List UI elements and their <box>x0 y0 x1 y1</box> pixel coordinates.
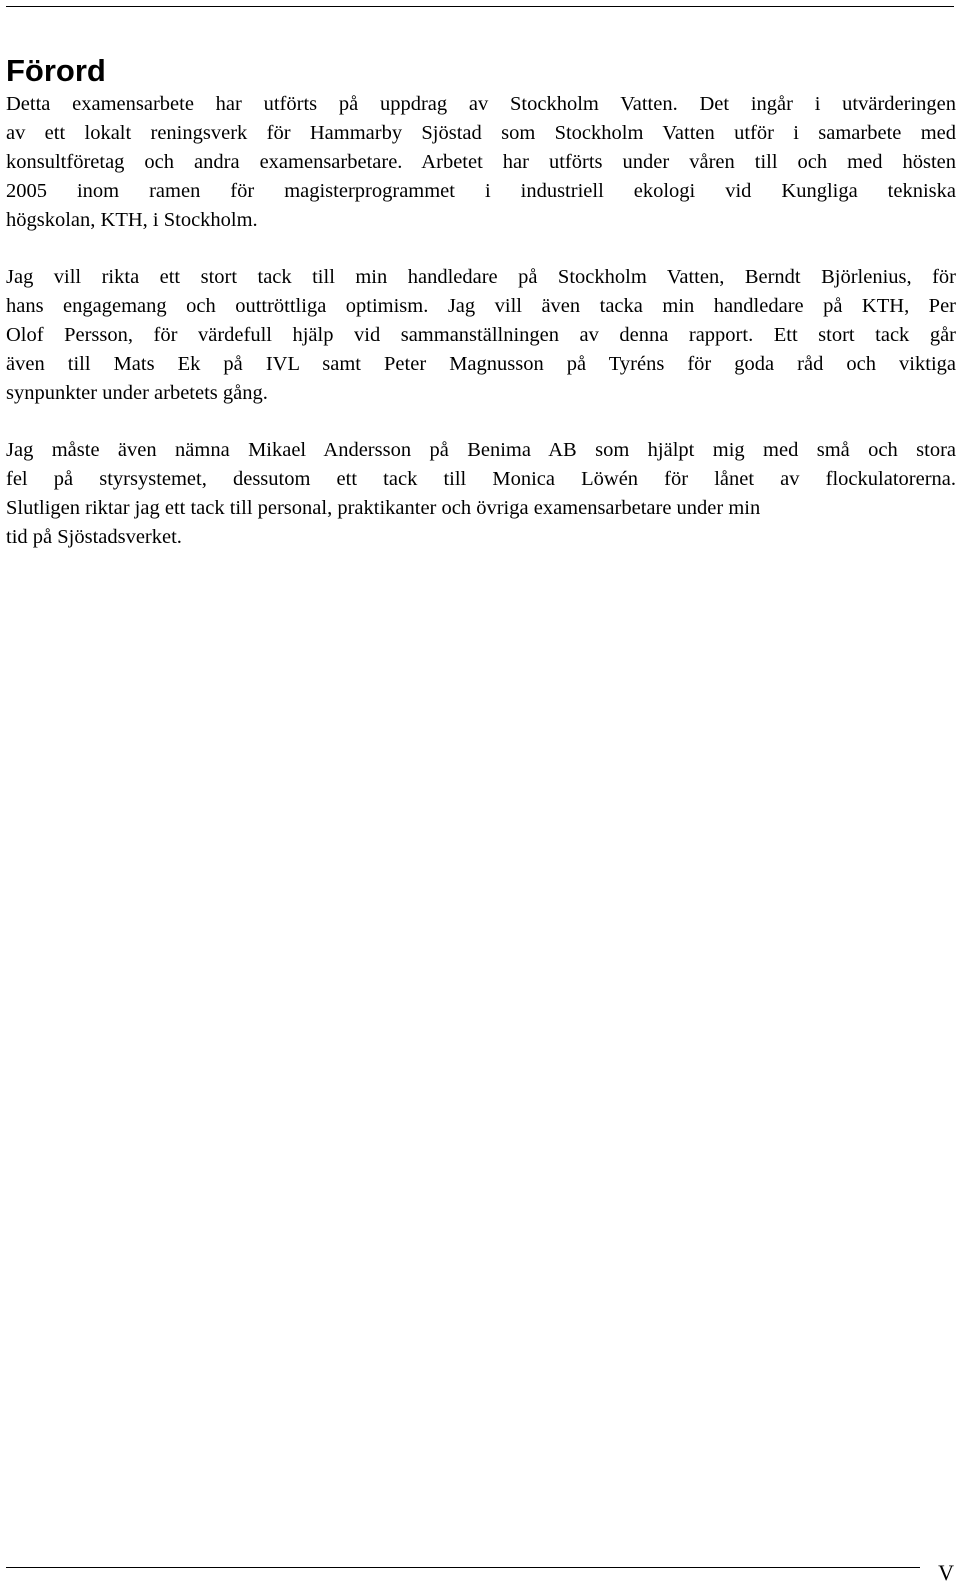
paragraph-line: Slutligen riktar jag ett tack till personal, praktikanter och övriga examensarbetare under min <box>6 497 761 519</box>
paragraph-1 <box>6 90 956 235</box>
paragraph-line: 2005 inom ramen för magisterprogrammet i industriell ekologi vid Kungliga tekniska <box>6 180 956 202</box>
paragraph-2 <box>6 263 956 408</box>
paragraph-line: av ett lokalt reningsverk för Hammarby Sjöstad som Stockholm Vatten utför i samarbete med <box>6 122 956 144</box>
paragraph-line: Olof Persson, för värdefull hjälp vid sammanställningen av denna rapport. Ett stort tack går <box>6 324 956 346</box>
page-title: Förord <box>6 53 106 88</box>
paragraph-line: Jag vill rikta ett stort tack till min handledare på Stockholm Vatten, Berndt Björlenius, för <box>6 266 956 288</box>
paragraph-line: hans engagemang och outtröttliga optimism. Jag vill även tacka min handledare på KTH, Per <box>6 295 956 317</box>
paragraph-line: Jag måste även nämna Mikael Andersson på Benima AB som hjälpt mig med små och stora <box>6 439 956 461</box>
page-number: V <box>938 1560 954 1585</box>
paragraph-line: konsultföretag och andra examensarbetare. Arbetet har utförts under våren till och med hösten <box>6 151 956 173</box>
paragraph-line: även till Mats Ek på IVL samt Peter Magnusson på Tyréns för goda råd och viktiga <box>6 353 956 375</box>
paragraph-line: Detta examensarbete har utförts på uppdrag av Stockholm Vatten. Det ingår i utvärderingen <box>6 93 956 115</box>
paragraph-3 <box>6 436 956 552</box>
paragraph-line: synpunkter under arbetets gång. <box>6 382 268 404</box>
paragraph-line: fel på styrsystemet, dessutom ett tack till Monica Löwén för lånet av flockulatorerna. <box>6 468 956 490</box>
header-rule <box>6 6 954 7</box>
footer-rule <box>6 1567 920 1568</box>
paragraph-line: tid på Sjöstadsverket. <box>6 526 182 548</box>
paragraph-line: högskolan, KTH, i Stockholm. <box>6 209 258 231</box>
